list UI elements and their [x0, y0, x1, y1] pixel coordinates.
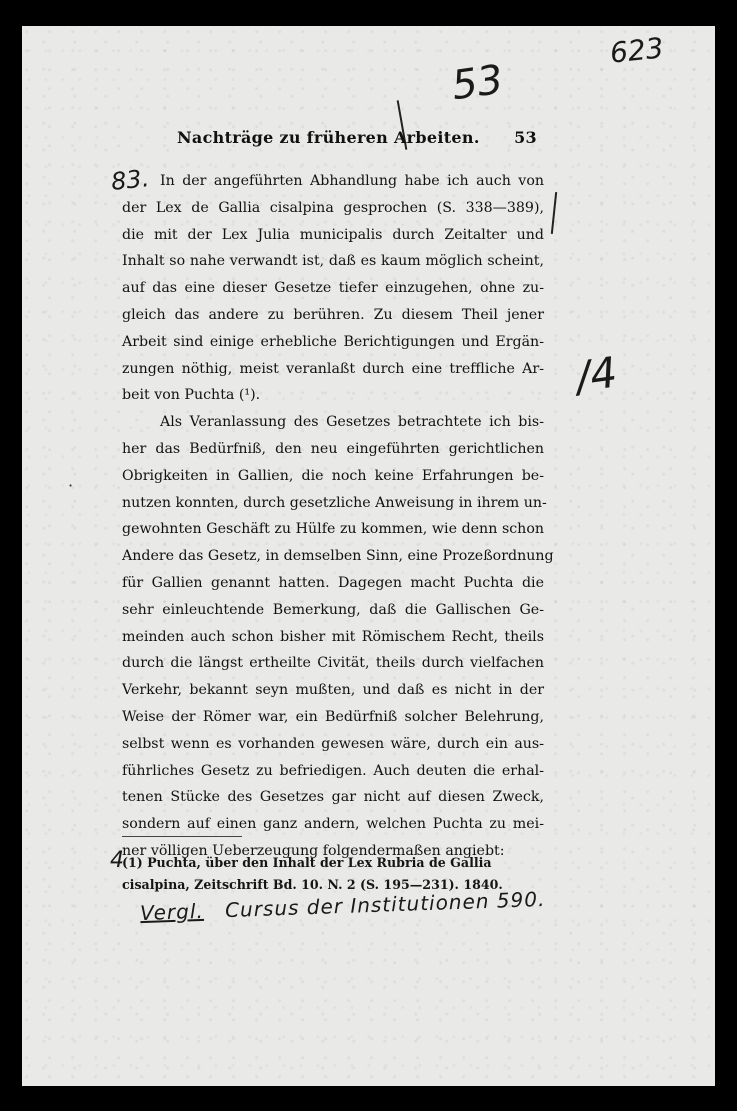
running-head [177, 128, 537, 147]
text-line: nutzen konnten, durch gesetzliche Anweisung in ihrem un- [122, 494, 547, 511]
text-line: gleich das andere zu berühren. Zu diesem Theil jener [122, 306, 544, 323]
text-line: die mit der Lex Julia municipalis durch Zeitalter und [122, 226, 544, 243]
text-line: sondern auf einen ganz andern, welchen Puchta zu mei- [122, 816, 544, 833]
text-line: zungen nöthig, meist veranlaßt durch eine treffliche Ar- [122, 360, 544, 377]
text-line: Inhalt so nahe verwandt ist, daß es kaum möglich scheint, [122, 253, 544, 270]
text-line: Verkehr, bekannt seyn mußten, und daß es nicht in der [122, 682, 544, 699]
footnote-line: (1) Puchta, über den Inhalt der Lex Rubria de Gallia [122, 855, 492, 870]
archive-number: 623 [608, 31, 666, 70]
text-line: selbst wenn es vorhanden gewesen wäre, durch ein aus- [122, 735, 544, 752]
paragraph-2 [122, 409, 554, 865]
text-line: In der angeführten Abhandlung habe ich auch von [160, 173, 544, 189]
handwritten-note-text: Cursus der Institutionen 590. [224, 886, 546, 923]
running-head-title: Nachträge zu früheren Arbeiten. [177, 128, 480, 147]
text-line: sehr einleuchtende Bemerkung, daß die Gallischen Ge- [122, 601, 544, 618]
text-line: der Lex de Gallia cisalpina gesprochen (S. 338—389), [122, 199, 544, 216]
footnote-rule [122, 836, 242, 837]
margin-dot-mark: · [68, 476, 74, 495]
text-line: ner völligen Ueberzeugung folgendermaßen angiebt: [122, 842, 505, 859]
text-line: beit von Puchta (¹). [122, 387, 261, 404]
text-line: tenen Stücke des Gesetzes gar nicht auf diesen Zweck, [122, 789, 544, 806]
page-signature: 53 [449, 56, 506, 110]
text-line: Arbeit sind einige erhebliche Berichtigungen und Ergän- [122, 333, 544, 350]
text-line: auf das eine dieser Gesetze tiefer einzugehen, ohne zu- [122, 280, 544, 297]
text-line: Weise der Römer war, ein Bedürfniß solcher Belehrung, [122, 708, 544, 725]
paragraph-1 [122, 168, 544, 409]
text-line: Obrigkeiten in Gallien, die noch keine Erfahrungen be- [122, 467, 544, 484]
text-line: her das Bedürfniß, den neu eingeführten gerichtlichen [122, 440, 544, 457]
text-line: für Gallien genannt hatten. Dagegen macht Puchta die [122, 574, 544, 591]
footnote-hand-marker: 4 [110, 848, 124, 873]
handwritten-note-prefix: Vergl. [139, 898, 205, 926]
body-text [122, 168, 554, 865]
text-line: Als Veranlassung des Gesetzes betrachtete ich bis- [160, 414, 544, 431]
margin-note-83: 83. [109, 164, 151, 196]
text-line: Andere das Gesetz, in demselben Sinn, eine Prozeßordnung [122, 548, 554, 565]
page-number: 53 [514, 128, 537, 147]
text-line: führliches Gesetz zu befriedigen. Auch deuten die erhal- [122, 762, 544, 779]
text-line: durch die längst ertheilte Civität, theils durch vielfachen [122, 655, 544, 672]
footnote-line: cisalpina, Zeitschrift Bd. 10. N. 2 (S. 195—231). 1840. [122, 877, 503, 892]
text-line: meinden auch schon bisher mit Römischem Recht, theils [122, 628, 544, 645]
margin-note-14: /4 [572, 347, 621, 402]
text-line: gewohnten Geschäft zu Hülfe zu kommen, wie denn schon [122, 521, 544, 538]
